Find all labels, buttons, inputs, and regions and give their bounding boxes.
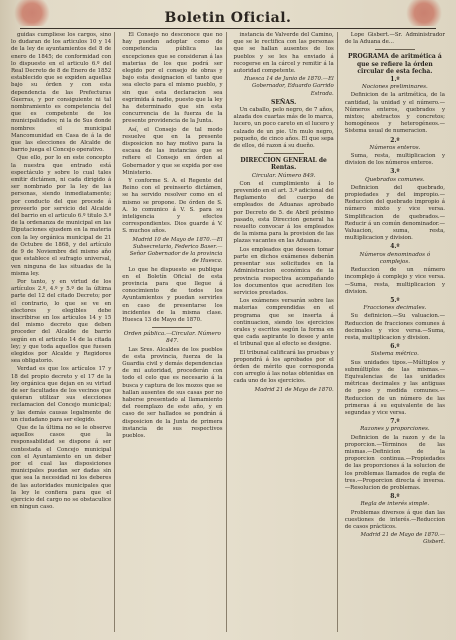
col1-paragraph: Por tanto, y en virtud de los artículos 2.º, 4.º y 5.º de la última parte del 12 del citado Decreto; por el contrario, lo que se ve en electores y elegibles debe inscribirse en los artículos 14 y 15 del mismo decreto que deben proceder del Alcalde de barrio según en el articulo 14 de la citada ley; y que toda aquellos que fuesen elegidos por Alcalde y Regidores sea obligatorio. bbox=[11, 278, 112, 365]
col3-signature: Huesca 14 de Junio de 1870.—El Gobernador, Eduardo Garrido Estrada. bbox=[244, 76, 334, 97]
col2-paragraph: El Consejo no desconoce que no hay pueden adoptar como de competencia pública las excepciones que se consideran á las materias de los que podrá ser elegido por el consejo de obras y bajo esta designacion el tanto que sea electo para el mismo pueblo, y sin que esta declaracion sea esgrimida á nadie, puesto que la ley ha determinado que sin esta concurrencia de la fuerza de la presente providencia de la Junta. bbox=[122, 32, 223, 125]
col2-paragraph: Lo que he dispuesto se publique en el Boletín Oficial de esta provincia para que llegue á conocimiento de todos los Ayuntamientos y puedan servirles en caso de presentarse los incidentes de la misma clase. Huesca 13 de Mayo de 1870. bbox=[122, 266, 223, 323]
col3-paragraph: Con el cumplimiento á lo prevenido en el art. 3.º adicional del Reglamento del cuerpo de empleados de Aduanas aprobado por Decreto de 5. de Abril próximo pasado, esta Direccion general ha resuelto convocar á los empleados de la misma para la provision de las plazas vacantes en las Aduanas. bbox=[233, 180, 334, 245]
masthead bbox=[20, 8, 436, 29]
col3-paragraph: Los exámenes versarán sobre las materias comprendidas en el programa que se inserta á continuacion, siendo los ejercicios orales y escritos según la forma en que cada aspirante lo desee y ante el tribunal que al efecto se designe. bbox=[233, 298, 334, 348]
col3-paragraph: Los empleados que deseen tomar parte en dichos exámenes deberán presentar sus solicitudes en la Administracion económica de la provincia respectiva acompañando los documentos que acrediten los servicios prestados. bbox=[233, 246, 334, 296]
col1-paragraph: Verdad es que los artículos 17 y 18 del propio decreto y el 17 de la ley orgánica que dejan en su virtud de ser facultades de los vecinos que quieran utilizar sus elecciones reclamacion del Concejo municipal; y las demás causas legalmente de un ciudadano para ser elegido. bbox=[11, 366, 112, 423]
columns bbox=[8, 32, 448, 632]
page-title: Boletin Oficial. bbox=[164, 10, 292, 26]
col2-signature: Madrid 10 de Mayo de 1870.—El Subsecretario, Federico Baser.—Señor Gobernador de la provincia de Huesca. bbox=[129, 236, 223, 265]
column-1 bbox=[8, 32, 115, 632]
circular-number: Circular. Número 849. bbox=[251, 172, 316, 179]
section-title: Nociones preliminares. bbox=[361, 84, 428, 91]
direccion-heading: DIRECCION GENERAL de Rentas. bbox=[240, 157, 327, 172]
col2-paragraph: Y conforme S. A. el Regente del Reino con el preinserto dictámen, se ha servido resolver como en el mismo se propone. De órden de S. A. lo comunico á V. S. para su inteligencia y efectos correspondientes. Dios guarde á V. S. muchos años. bbox=[122, 178, 223, 235]
section-text: Definicion de la razon y de la proporcion.—Términos de las mismas.—Definicion de la proporcion continua.—Propiedades de las proporciones á la solucion de los problemas llamados de regla de tres.—Proporcion directa é inversa.—Resolucion de problemas. bbox=[344, 434, 445, 491]
section-number: 3.º bbox=[390, 168, 400, 176]
programa-heading: PROGRAMA de aritmética á que se refiere la órden circular de esta fecha. bbox=[347, 53, 442, 75]
col4-closing: Madrid 21 de Mayo de 1870.—Gisbert. bbox=[360, 532, 445, 546]
section-title: Números enteros. bbox=[369, 144, 421, 151]
section-title: Fracciones decimales. bbox=[363, 305, 427, 312]
section-number: 4.º bbox=[390, 243, 400, 251]
section-number: 6.º bbox=[390, 343, 400, 351]
section-title: Quebrados comunes. bbox=[365, 176, 425, 183]
section-title: Números denominados ó complejos. bbox=[359, 251, 431, 265]
section-text: Su definicion.—Su valuacion.—Reduccion de fracciones comunes á decimales y vice versa.—Suma, resta, multiplicacion y division. bbox=[344, 313, 445, 341]
section-text: Problemas diversos á que dan las cuestiones de interés.—Reduccion de casos prácticos. bbox=[344, 509, 445, 530]
section-title: Sistema métrico. bbox=[370, 351, 419, 358]
col2-paragraph: Las Sres. Alcaldes de los pueblos de esta provincia, fuerza de la Guardia civil y demás dependencias de mi autoridad, procederán con todo el celo que es necesario á la busca y captura de los mozos que se hallan ausentes de sus casas por no haberse presentado al llamamiento del reemplazo de este año, y en caso de ser hallados se pondrán á disposicion de la Junta de primera instancia de sus respectivos pueblos. bbox=[122, 346, 223, 439]
col3-paragraph: instancia de Valverde del Camino, que se le rectifica con las personas que se hallan ausentes de los pueblos y se les ha enviado á recogerse en la cárcel y remitir á la autoridad competente. bbox=[233, 32, 334, 75]
col3-date: Madrid 21 de Mayo de 1870. bbox=[254, 386, 334, 393]
section-number: 2.º bbox=[390, 136, 400, 144]
section-title: Regla de interés simple. bbox=[360, 501, 430, 508]
col1-paragraph: Que de la última no se le observe aquellos casos que la responsabilidad se dispone á ser contestada el Concejo municipal con el Ayuntamiento en un deber por el cual las disposiciones municipales puedan ser dadas sin que sea la necesidad ni los deberes de las autoridades municipales que la ley le confiera para que el ejercicio del cargo no se obstaculice en ningun caso. bbox=[11, 424, 112, 511]
column-3 bbox=[231, 32, 338, 632]
section-number: 1.º bbox=[390, 76, 400, 84]
col4-intro: Lope Gisbert.—Sr. Administrador de la Aduana de... bbox=[344, 32, 445, 46]
column-2 bbox=[119, 32, 226, 632]
divider bbox=[375, 49, 415, 50]
senas-text: Un caballo, pelo negro, de 7 años, alzada dos cuartas más de lo marca, lucero, un poco careto en el lucero y calzado de un pie. Un mulo negro, pequeño, de cinco años. El que sepa de ellos, dé razon á su dueño. bbox=[233, 107, 334, 150]
col3-paragraph: El tribunal calificará las pruebas y propondrá á los aprobados por el órden de mérito que corresponda con arreglo á las notas obtenidas en cada uno de los ejercicios. bbox=[233, 349, 334, 385]
divider bbox=[264, 153, 304, 154]
section-text: Definicion de la aritmética, de la cantidad, la unidad y el número.—Números enteros, quebrados y mixtos; abstractos y concretos; homogéneos y heterogéneos.—Sistema usual de numeracion. bbox=[344, 92, 445, 135]
programa-sections bbox=[345, 76, 445, 531]
section-title: Razones y proporciones. bbox=[360, 426, 430, 433]
section-number: 5.º bbox=[390, 296, 400, 304]
section-text: Suma, resta, multiplicacion y division de los números enteros. bbox=[344, 153, 445, 167]
section-number: 8.º bbox=[390, 493, 400, 501]
section-text: Reduccion de un número incomplejo á complejo y vice versa.—Suma, resta, multiplicacion y division. bbox=[344, 267, 445, 295]
order-heading: Orden pública.—Circular. Número 847. bbox=[123, 331, 221, 345]
column-4 bbox=[342, 32, 448, 632]
col1-paragraph: Que ello, por lo en este concepto la nuestra que entrado está espectáculo y sobre lo cual tales emitir dictámen, ni cada dirigido á ser nombrado por la ley de las personas, siendo inmediatamente; por conducto del que procede á proveerlo por servicio del Alcalde del barrio en el articulo 6.º titulo 3.º de la ordenanza de municipal en las Diputaciones ejusdem en la materia con la ley orgánica municipal de 21 de Octubre de 1868, y del artículo de 9 de Noviembre del mismo año que establece el sufragio universal, ven ninguna de las situadas de la misma ley. bbox=[11, 155, 112, 277]
section-text: Sus unidades tipos.—Múltiplos y submúltiplos de las mismas.—Equivalencias de las unidades métricas decimales y las antiguas de peso y medida comunes.—Reduccion de un número de las primeras á su equivalente de las segundas y vice versa. bbox=[344, 359, 445, 416]
col1-paragraph: guidas cumpliese los cargos, sino lo dudaran de los articulos 10 y 14 de la ley de ayuntamientos del 8 de enero de 1845; de conformidad con lo dispuesto en el articulo 6.º del Real Decreto de 8 de Enero de 1852 establecido que se expiden aquellas bajo su órden y con esta dependencia de las Prefecturas Guerras, y por consiguiente ni tal nombramiento es competencia del que es competente de los municipalidades; ni la de Sus donde nombres el municipal Mancomunidad en Casa de á la de que las elecciones de Alcalde de barrio juega el Concejo operativo. bbox=[11, 32, 112, 154]
divider bbox=[152, 327, 192, 328]
senas-heading: SEÑAS. bbox=[270, 98, 297, 106]
col2-paragraph: Así, el Consejo de tal modo resuelve que en la presente disposicion no hay motivo para la escasa de las instancias que se refiere el Consejo en órden al Gobernador y que se expida por ese Ministerio. bbox=[122, 126, 223, 176]
section-number: 7.º bbox=[390, 418, 400, 426]
section-text: Definicion del quebrado, propiedades y del impropio.—Reduccion del quebrado impropio á número mixto y vice versa. Simplificacion de quebrados.—Reducir á un común denominador.—Valuacion, suma, resta, multiplicacion y division. bbox=[344, 184, 445, 242]
